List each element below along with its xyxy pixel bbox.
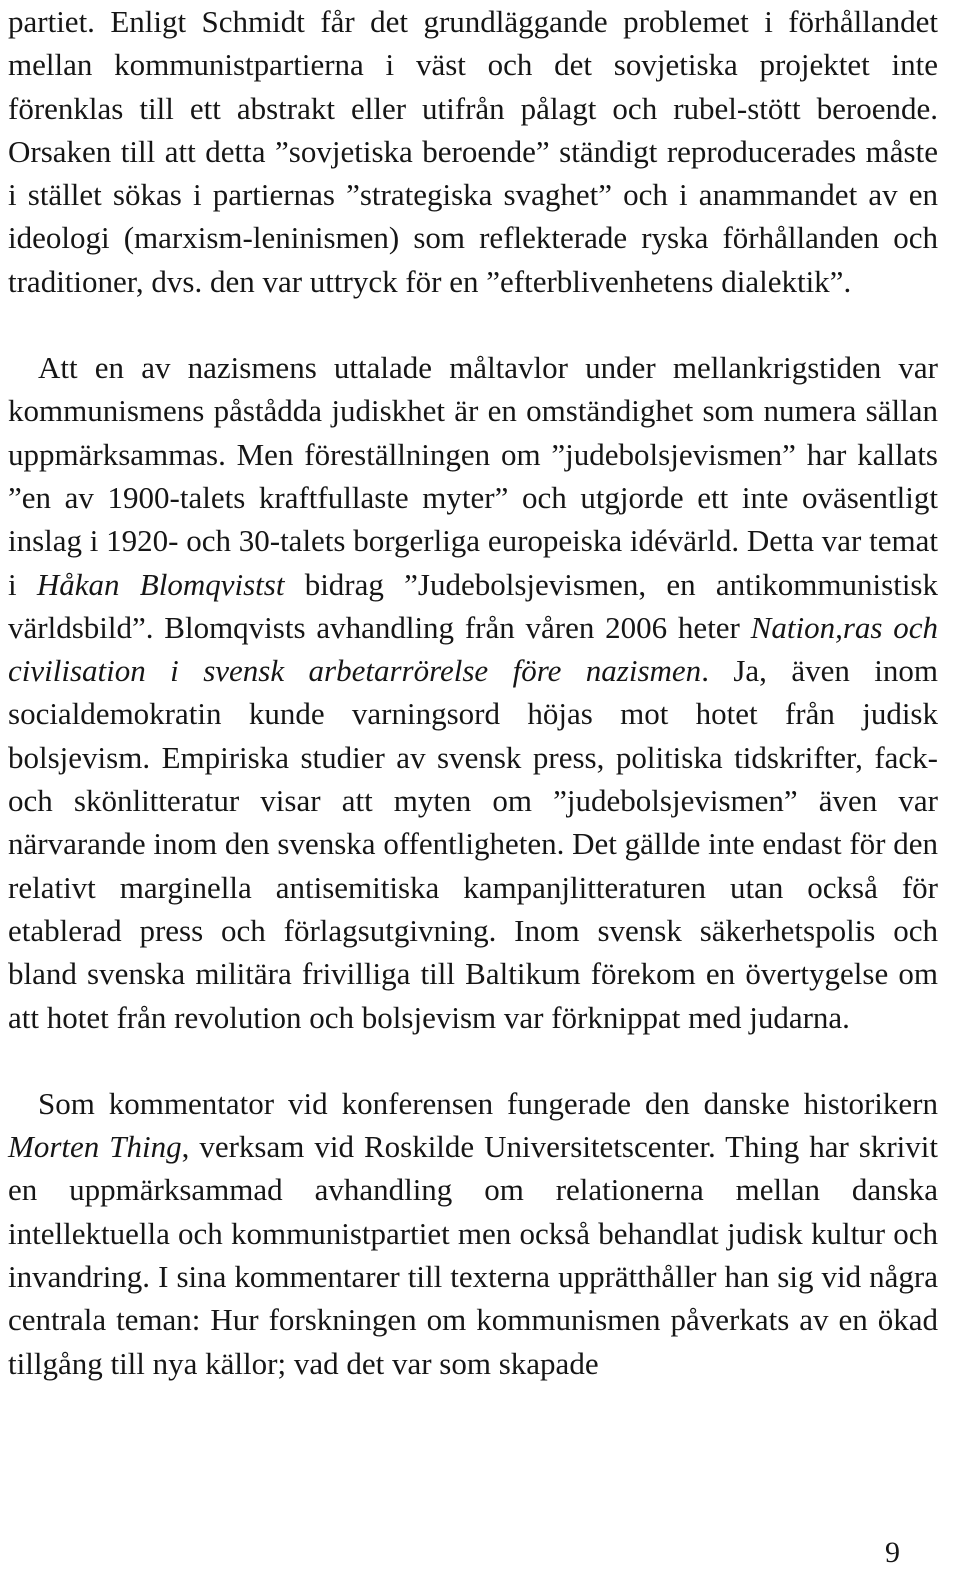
page-number: 9 [885, 1536, 900, 1569]
paragraph-2 [8, 346, 938, 1039]
paragraph-1-text: partiet. Enligt Schmidt får det grundläggande problemet i förhållandet mellan kommunistpartierna i väst och det sovjetiska projektet inte förenklas till ett abstrakt eller utifrån pålagt och rubel-stött beroende. Orsaken till att detta ”sovjetiska beroende” ständigt reproducerades måste i stället sökas i partiernas ”strategiska svaghet” och i anammandet av en ideologi (marxism-leninismen) som reflekterade ryska förhållanden och traditioner, dvs. den var uttryck för en ”efterblivenhetens dialektik”. [8, 4, 938, 299]
author-name-blomqvist: Håkan Blomqvistst [36, 566, 285, 602]
book-title: Nation,ras och civilisation i svensk arbetarrörelse före nazismen [8, 609, 938, 689]
author-name-thing: Morten Thing [8, 1129, 182, 1165]
paragraph-2-text-c: . Ja, även inom socialdemokratin kunde varningsord höjas mot hotet från judisk bolsjevism. Empiriska studier av svensk press, politiska tidskrifter, fack- och skönlitteratur visar att myten om ”judebolsjevismen” även var närvarande inom den svenska offentligheten. Det gällde inte endast för den relativt marginella antisemitiska kampanjlitteraturen utan också för etablerad press och förlagsutgivning. Inom svensk säkerhetspolis och bland svenska militära frivilliga till Baltikum förekom en övertygelse om att hotet från revolution och bolsjevism var förknippat med judarna. [8, 653, 938, 1035]
paragraph-3-text-b: , verksam vid Roskilde Universitetscenter. Thing har skrivit en uppmärksammad avhandling om relationerna mellan danska intellektuella och kommunistpartiet men också behandlat judisk kultur och invandring. I sina kommentarer till texterna upprätthåller han sig vid några centrala teman: Hur forskningen om kommunismen påverkats av en ökad tillgång till nya källor; vad det var som skapade [8, 1129, 938, 1381]
paragraph-1 [8, 0, 938, 303]
page-body [8, 0, 938, 1385]
paragraph-3 [8, 1082, 938, 1385]
paragraph-3-text-a: Som kommentator vid konferensen fungerade den danske historikern [38, 1085, 938, 1121]
paragraph-2-text-a: Att en av nazismens uttalade måltavlor under mellankrigstiden var kommunismens påstådda judiskhet är en omständighet som numera sällan uppmärksammas. Men föreställningen om ”judebolsjevismen” har kallats ”en av 1900-talets kraftfullaste myter” och utgjorde ett inte oväsentligt inslag i 1920- och 30-talets borgerliga europeiska idévärld. Detta var temat i [8, 350, 938, 602]
paragraph-2-text-b: bidrag ”Judebolsjevismen, en antikommunistisk världsbild”. Blomqvists avhandling från våren 2006 heter [8, 566, 938, 645]
